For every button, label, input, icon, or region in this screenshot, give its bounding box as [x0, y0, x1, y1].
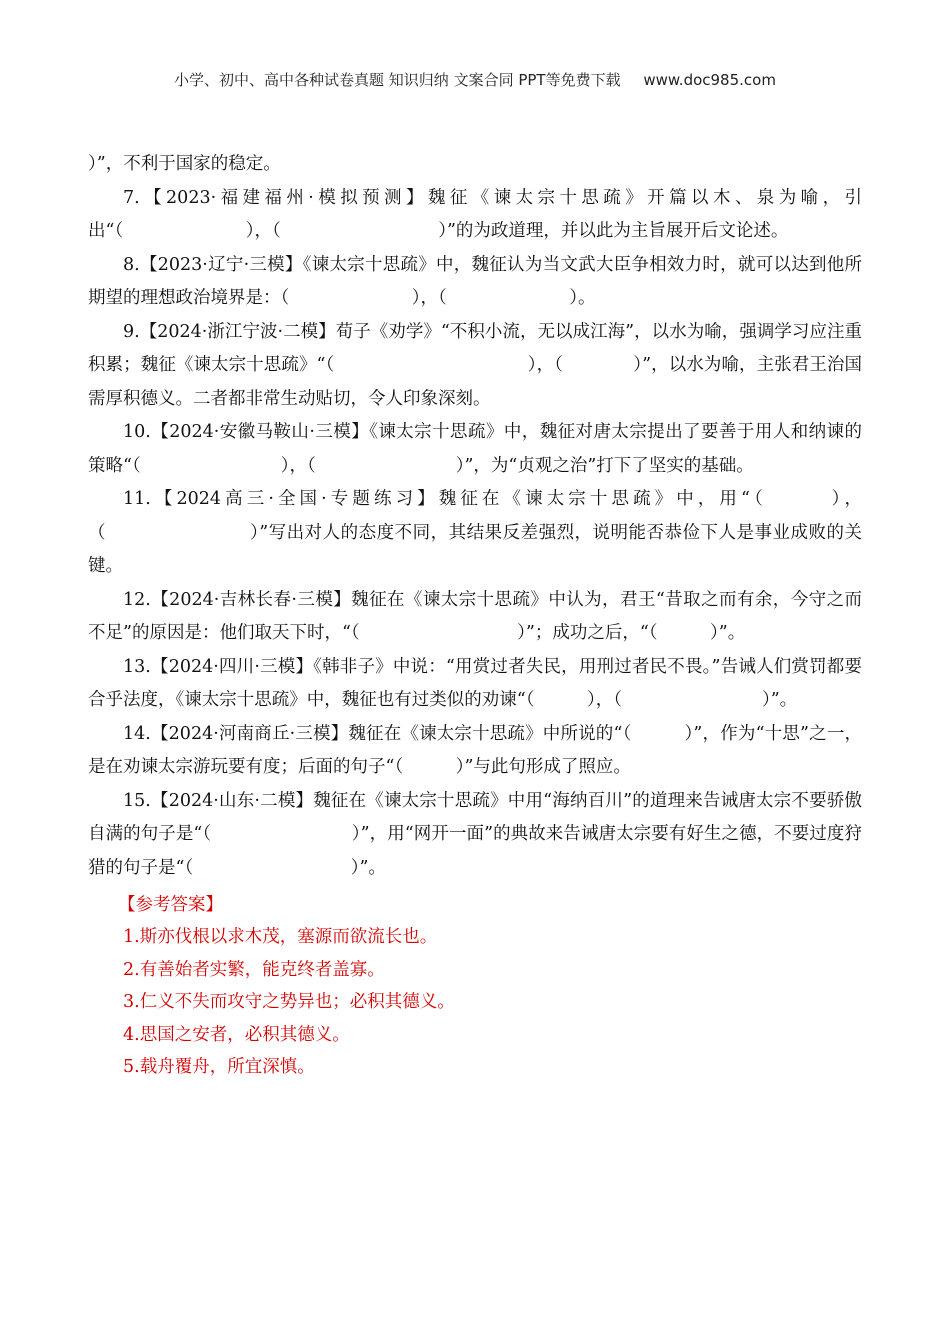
answer-section — [88, 889, 862, 1084]
question-10: 10.【2024·安徽马鞍山·三模】《谏太宗十思疏》中，魏征对唐太宗提出了要善于用人和纳谏的策略“（ ），（ ）”，为“贞观之治”打下了坚实的基础。 — [88, 422, 862, 476]
header-text: 小学、初中、高中各种试卷真题 知识归纳 文案合同 PPT等免费下载 — [174, 71, 621, 89]
answer-item-3: 3.仁义不失而攻守之势异也；必积其德义。 — [123, 992, 455, 1012]
document-body — [88, 148, 862, 1084]
question-15: 15.【2024·山东·二模】魏征在《谏太宗十思疏》中用“海纳百川”的道理来告诫唐太宗不要骄傲自满的句子是“（ ）”，用“网开一面”的典故来告诫唐太宗要有好生之德，不要过度狩猎的句子是“（ ）”。 — [88, 790, 862, 878]
continuation-line: ）”，不利于国家的稳定。 — [88, 154, 281, 174]
question-12: 12.【2024·吉林长春·三模】魏征在《谏太宗十思疏》中认为，君王“昔取之而有余，今守之而不足”的原因是：他们取天下时，“（ ）”；成功之后，“（ ）”。 — [88, 589, 862, 643]
question-8: 8.【2023·辽宁·三模】《谏太宗十思疏》中，魏征认为当文武大臣争相效力时，就可以达到他所期望的理想政治境界是：（ ），（ ）。 — [88, 254, 862, 308]
answer-item-4: 4.思国之安者，必积其德义。 — [123, 1024, 350, 1045]
question-13: 13.【2024·四川·三模】《韩非子》中说：“用赏过者失民，用刑过者民不畏。”告诫人们赏罚都要合乎法度，《谏太宗十思疏》中，魏征也有过类似的劝谏“（ ），（ ）”。 — [88, 656, 862, 710]
question-14: 14.【2024·河南商丘·三模】魏征在《谏太宗十思疏》中所说的“（ ）”，作为“十思”之一，是在劝谏太宗游玩要有度；后面的句子“（ ）”与此句形成了照应。 — [88, 723, 862, 777]
question-9: 9.【2024·浙江宁波·二模】荀子《劝学》“不积小流，无以成江海”，以水为喻，强调学习应注重积累；魏征《谏太宗十思疏》“（ ），（ ）”，以水为喻，主张君王治国需厚积德义。二者都非常生动贴切，令人印象深刻。 — [88, 321, 862, 409]
header-site[interactable]: www.doc985.com — [643, 71, 776, 89]
answer-item-5: 5.载舟覆舟，所宜深慎。 — [123, 1057, 315, 1077]
answer-item-2: 2.有善始者实繁，能克终者盖寡。 — [123, 959, 385, 980]
page-header — [0, 69, 950, 90]
answer-item-1: 1.斯亦伐根以求木茂，塞源而欲流长也。 — [123, 927, 438, 947]
answer-title: 【参考答案】 — [118, 895, 223, 915]
question-11: 11.【2024高三·全国·专题练习】魏征在《谏太宗十思疏》中，用“（ ），（ ）”写出对人的态度不同，其结果反差强烈，说明能否恭俭下人是事业成败的关键。 — [88, 489, 862, 576]
question-7: 7.【2023·福建福州·模拟预测】魏征《谏太宗十思疏》开篇以木、泉为喻，引出“（ ），（ ）”的为政道理，并以此为主旨展开后文论述。 — [88, 187, 862, 241]
